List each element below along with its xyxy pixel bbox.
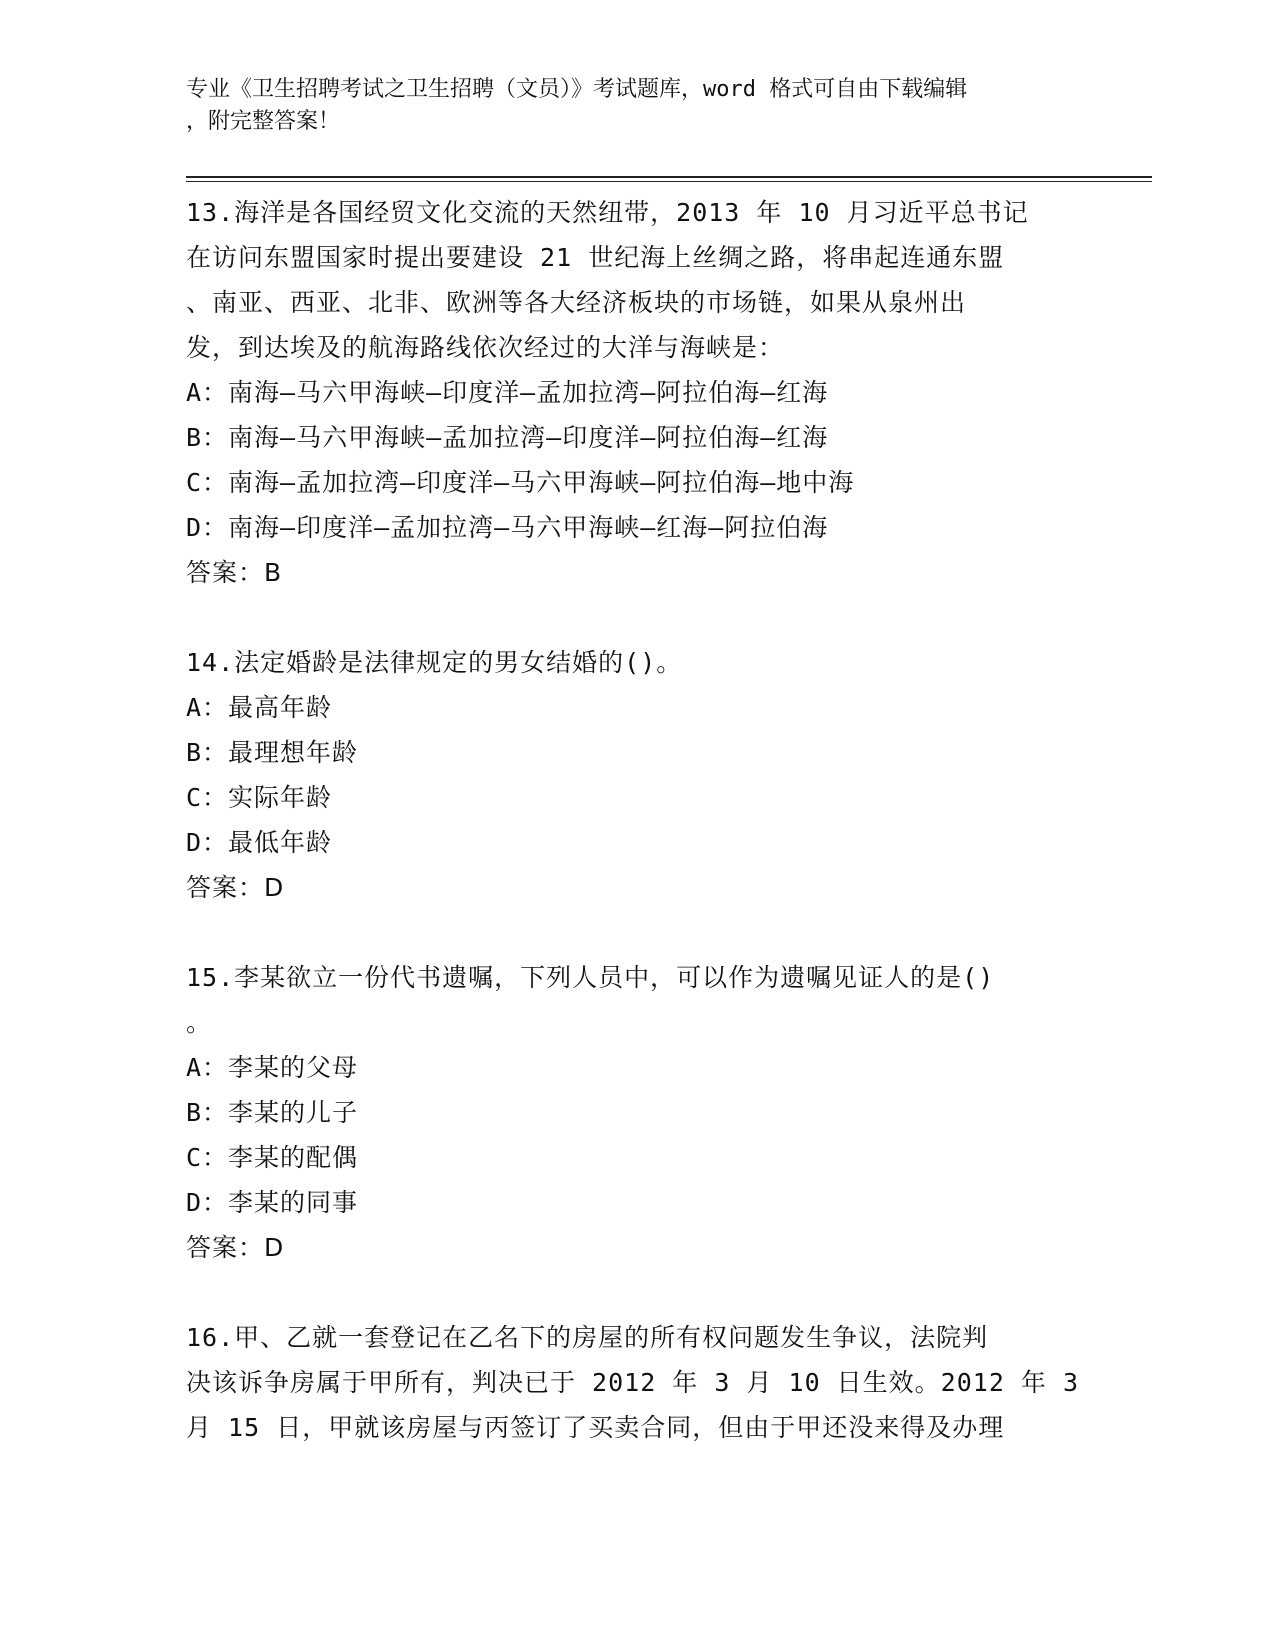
question-spacer — [186, 1270, 1086, 1315]
header-divider-thick — [186, 176, 1152, 178]
option-d: D：李某的同事 — [186, 1188, 359, 1217]
question-16 — [186, 1315, 1086, 1450]
option-b: B：南海—马六甲海峡—孟加拉湾—印度洋—阿拉伯海—红海 — [186, 423, 829, 452]
option-b: B：李某的儿子 — [186, 1098, 359, 1127]
question-15 — [186, 955, 1086, 1270]
question-stem-line: 、南亚、西亚、北非、欧洲等各大经济板块的市场链，如果从泉州出 — [186, 288, 967, 317]
question-list — [186, 190, 1086, 1450]
option-c: C：南海—孟加拉湾—印度洋—马六甲海峡—阿拉伯海—地中海 — [186, 468, 855, 497]
question-stem-line: 。 — [186, 1008, 213, 1037]
question-stem-line: 14.法定婚龄是法律规定的男女结婚的()。 — [186, 648, 683, 677]
option-b: B：最理想年龄 — [186, 738, 359, 767]
question-stem-line: 发，到达埃及的航海路线依次经过的大洋与海峡是： — [186, 333, 785, 362]
header-divider-thin — [186, 181, 1152, 182]
option-c: C：实际年龄 — [186, 783, 333, 812]
option-a: A：最高年龄 — [186, 693, 333, 722]
option-a: A：南海—马六甲海峡—印度洋—孟加拉湾—阿拉伯海—红海 — [186, 378, 829, 407]
option-d: D：最低年龄 — [186, 828, 333, 857]
answer-label: 答案：D — [186, 1233, 285, 1262]
option-a: A：李某的父母 — [186, 1053, 359, 1082]
question-stem-line: 15.李某欲立一份代书遗嘱，下列人员中，可以作为遗嘱见证人的是() — [186, 963, 995, 992]
question-13 — [186, 190, 1086, 595]
answer-label: 答案：B — [186, 558, 283, 587]
question-stem-line: 月 15 日，甲就该房屋与丙签订了买卖合同，但由于甲还没来得及办理 — [186, 1413, 1005, 1442]
question-stem-line: 决该诉争房属于甲所有，判决已于 2012 年 3 月 10 日生效。2012 年 3 — [186, 1368, 1080, 1397]
header-line-1: 专业《卫生招聘考试之卫生招聘（文员）》考试题库，word 格式可自由下载编辑 — [186, 77, 968, 102]
header-line-2: ，附完整答案！ — [186, 109, 341, 134]
option-d: D：南海—印度洋—孟加拉湾—马六甲海峡—红海—阿拉伯海 — [186, 513, 829, 542]
question-stem-line: 16.甲、乙就一套登记在乙名下的房屋的所有权问题发生争议，法院判 — [186, 1323, 989, 1352]
question-stem-line: 在访问东盟国家时提出要建设 21 世纪海上丝绸之路，将串起连通东盟 — [186, 243, 1005, 272]
question-stem-line: 13.海洋是各国经贸文化交流的天然纽带，2013 年 10 月习近平总书记 — [186, 198, 1029, 227]
question-spacer — [186, 595, 1086, 640]
document-header — [186, 74, 1066, 138]
question-14 — [186, 640, 1086, 910]
question-spacer — [186, 910, 1086, 955]
answer-label: 答案：D — [186, 873, 285, 902]
option-c: C：李某的配偶 — [186, 1143, 359, 1172]
